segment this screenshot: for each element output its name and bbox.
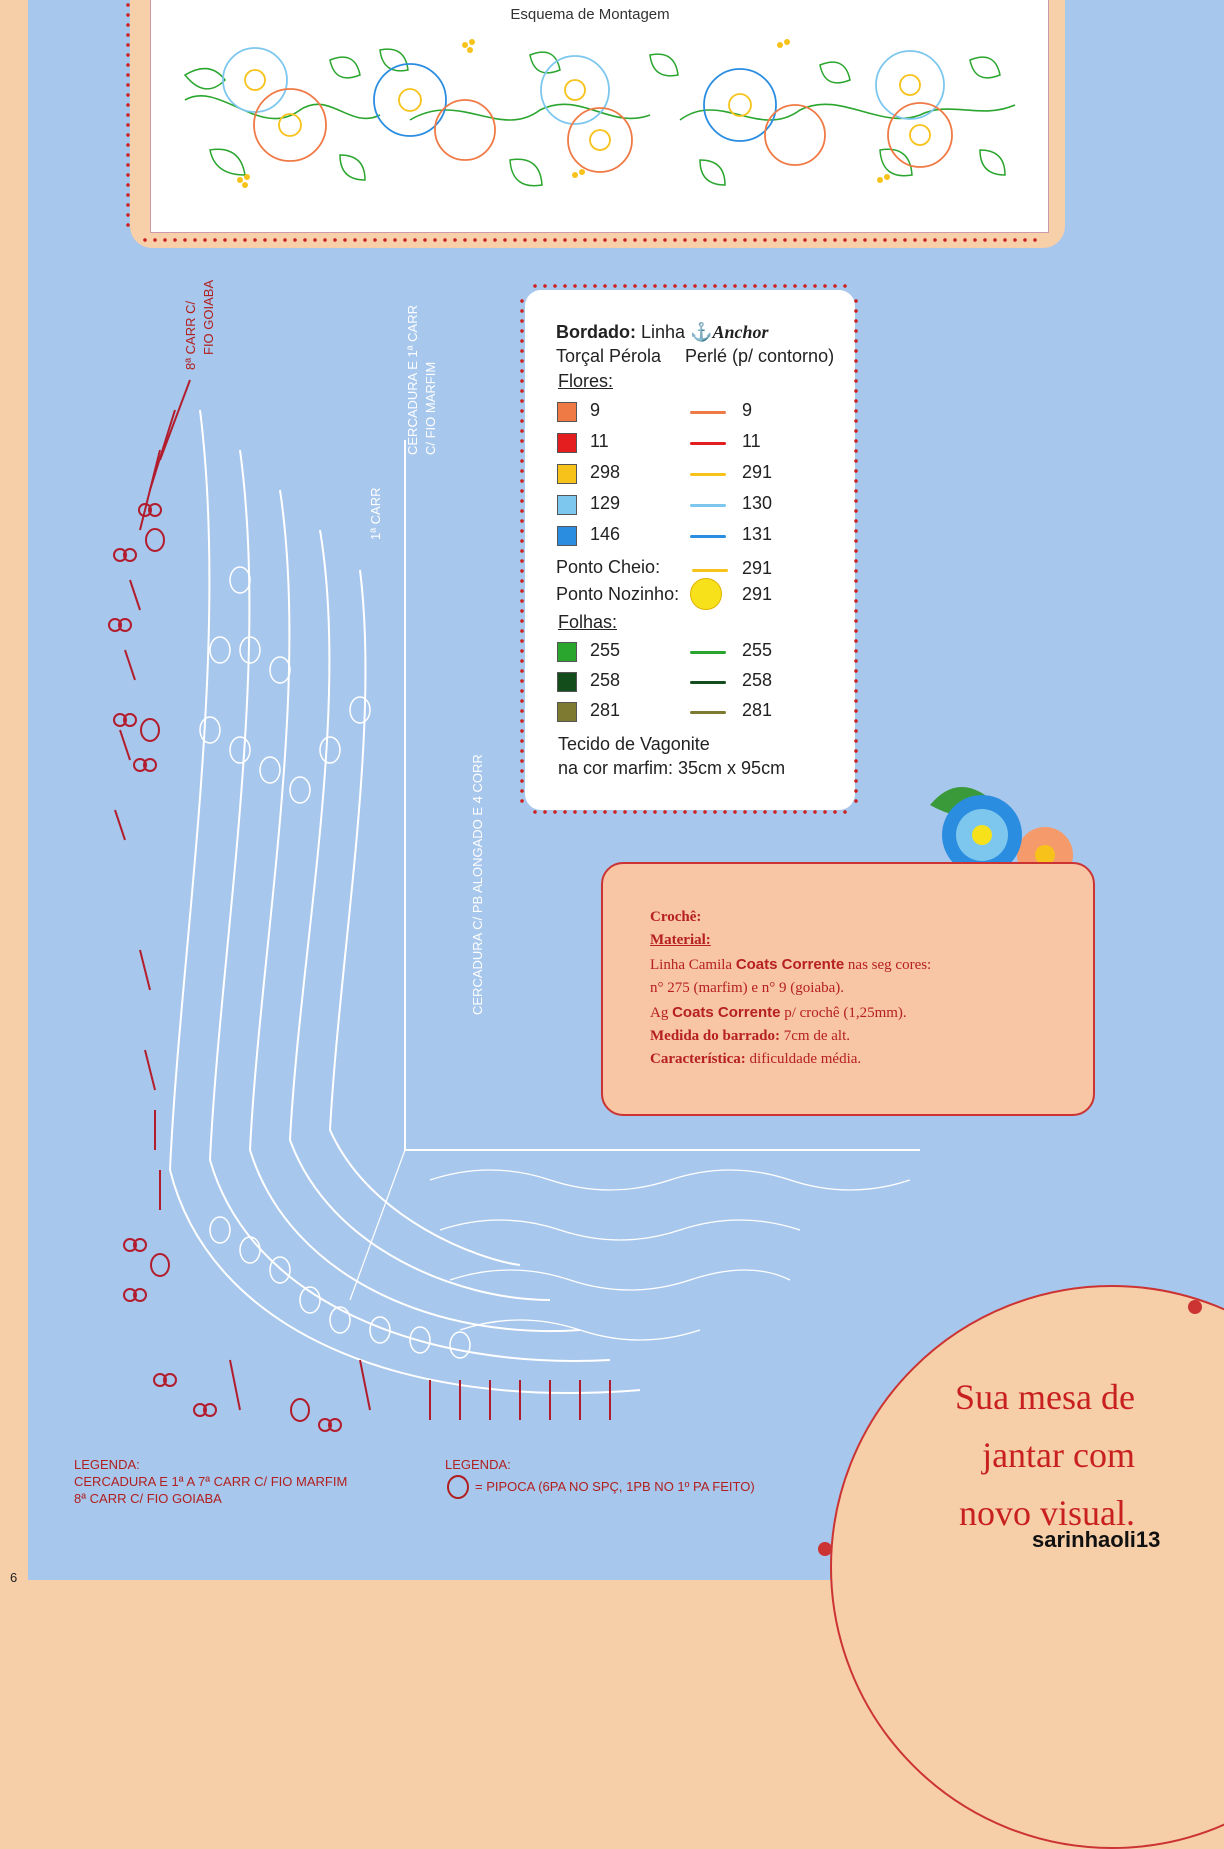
color-swatch bbox=[557, 402, 577, 422]
thread-line-sample bbox=[690, 535, 726, 538]
thread-line-sample bbox=[690, 411, 726, 414]
torcal-number: 281 bbox=[590, 700, 621, 720]
perle-number: 9 bbox=[742, 400, 753, 420]
dotted-border bbox=[140, 238, 1040, 242]
label-1st-row: 1ª CARR bbox=[368, 487, 383, 540]
column-header-1: Torçal Pérola bbox=[556, 346, 662, 366]
slogan-text bbox=[930, 1368, 1135, 1542]
legend-bottom-left bbox=[74, 1456, 347, 1507]
torcal-number: 129 bbox=[590, 493, 621, 513]
dotted-border bbox=[520, 296, 524, 808]
thread-line-sample bbox=[690, 651, 726, 654]
dotted-border bbox=[530, 284, 850, 288]
slogan-line: jantar com bbox=[982, 1435, 1135, 1475]
folhas-label: Folhas: bbox=[558, 612, 618, 632]
needle-brand: Coats Corrente bbox=[672, 1003, 781, 1021]
popcorn-stitch-icon bbox=[445, 1473, 471, 1499]
torcal-number: 9 bbox=[590, 400, 601, 420]
ponto-cheio-label: Ponto Cheio: bbox=[556, 557, 661, 577]
fabric-line-2: na cor marfim: 35cm x 95cm bbox=[558, 758, 786, 778]
legend-heading-bold: Bordado: bbox=[556, 322, 636, 342]
slogan-line: novo visual. bbox=[959, 1493, 1135, 1533]
difficulty-value: dificuldade média. bbox=[745, 1051, 862, 1068]
torcal-number: 258 bbox=[590, 670, 621, 690]
difficulty-label: Característica: bbox=[650, 1051, 746, 1068]
label-cercadura: CERCADURA E 1ª CARR bbox=[405, 304, 420, 455]
torcal-number: 255 bbox=[590, 640, 621, 660]
page-number: 6 bbox=[10, 1570, 18, 1585]
perle-number: 258 bbox=[742, 670, 773, 690]
thread-line-sample bbox=[690, 711, 726, 714]
legend-heading bbox=[556, 322, 769, 343]
color-legend-panel bbox=[525, 290, 855, 810]
perle-number: 131 bbox=[742, 524, 773, 544]
torcal-number: 146 bbox=[590, 524, 621, 544]
thread-line-sample bbox=[690, 504, 726, 507]
ponto-cheio-value: 291 bbox=[742, 558, 773, 578]
thread-colors-text: nas seg cores: bbox=[844, 956, 932, 973]
column-header-2: Perlé (p/ contorno) bbox=[685, 346, 835, 366]
torcal-number: 298 bbox=[590, 462, 621, 482]
legend-heading-text: Linha bbox=[636, 322, 691, 342]
label-fio-marfim: C/ FIO MARFIM bbox=[423, 361, 438, 455]
needle-size: p/ crochê (1,25mm). bbox=[780, 1004, 907, 1021]
legend-bottom-right bbox=[445, 1456, 755, 1499]
needle-text: Ag bbox=[650, 1004, 673, 1021]
legend-title: LEGENDA: bbox=[445, 1457, 511, 1472]
dotted-border bbox=[126, 0, 130, 232]
ponto-nozinho-value: 291 bbox=[742, 584, 773, 604]
color-swatch bbox=[557, 642, 577, 662]
perle-number: 281 bbox=[742, 700, 773, 720]
color-swatch bbox=[557, 672, 577, 692]
material-label: Material: bbox=[650, 932, 711, 949]
legend-line: CERCADURA E 1ª A 7ª CARR C/ FIO MARFIM bbox=[74, 1474, 348, 1489]
color-swatch bbox=[557, 495, 577, 515]
color-swatch bbox=[557, 433, 577, 453]
color-swatch bbox=[557, 526, 577, 546]
ponto-nozinho-label: Ponto Nozinho: bbox=[556, 584, 680, 604]
circle-dot bbox=[818, 1542, 832, 1556]
flores-label: Flores: bbox=[558, 371, 614, 391]
perle-number: 130 bbox=[742, 493, 773, 513]
perle-number: 255 bbox=[742, 640, 773, 660]
measure-value: 7cm de alt. bbox=[780, 1028, 850, 1045]
slogan-line: Sua mesa de bbox=[955, 1377, 1135, 1417]
flower-border-pattern bbox=[180, 30, 1020, 200]
perle-number: 11 bbox=[742, 431, 761, 451]
measure-label: Medida do barrado: bbox=[650, 1028, 781, 1045]
legend-title: LEGENDA: bbox=[74, 1457, 140, 1472]
anchor-icon: ⚓ bbox=[690, 322, 713, 342]
label-fio-goiaba: FIO GOIABA bbox=[201, 279, 216, 355]
color-swatch bbox=[557, 464, 577, 484]
ponto-cheio-line bbox=[692, 569, 728, 572]
thread-brand: Coats Corrente bbox=[735, 955, 845, 973]
legend-line: = PIPOCA (6PA NO SPÇ, 1PB NO 1º PA FEITO) bbox=[475, 1478, 755, 1494]
brand-logo: Anchor bbox=[712, 322, 769, 342]
croche-info-text bbox=[650, 906, 931, 1072]
thread-line-sample bbox=[690, 473, 726, 476]
signature-watermark: sarinhaoli13 bbox=[1032, 1527, 1161, 1552]
color-numbers: n° 275 (marfim) e n° 9 (goiaba). bbox=[650, 980, 845, 997]
thread-text: Linha Camila bbox=[650, 956, 736, 973]
scheme-title: Esquema de Montagem bbox=[510, 6, 670, 23]
thread-line-sample bbox=[690, 681, 726, 684]
torcal-number: 11 bbox=[590, 431, 609, 451]
label-8th-row: 8ª CARR C/ bbox=[183, 300, 198, 370]
label-pb-alongado: CERCADURA C/ PB ALONGADO E 4 CORR bbox=[470, 754, 485, 1015]
perle-number: 291 bbox=[742, 462, 773, 482]
color-swatch bbox=[557, 702, 577, 722]
french-knot-icon bbox=[690, 578, 722, 610]
thread-line-sample bbox=[690, 442, 726, 445]
legend-line: 8ª CARR C/ FIO GOIABA bbox=[74, 1491, 222, 1506]
croche-title: Crochê: bbox=[650, 909, 702, 925]
fabric-line-1: Tecido de Vagonite bbox=[558, 734, 710, 754]
dotted-border bbox=[854, 296, 858, 808]
dotted-border bbox=[530, 810, 850, 814]
circle-dot bbox=[1188, 1300, 1202, 1314]
